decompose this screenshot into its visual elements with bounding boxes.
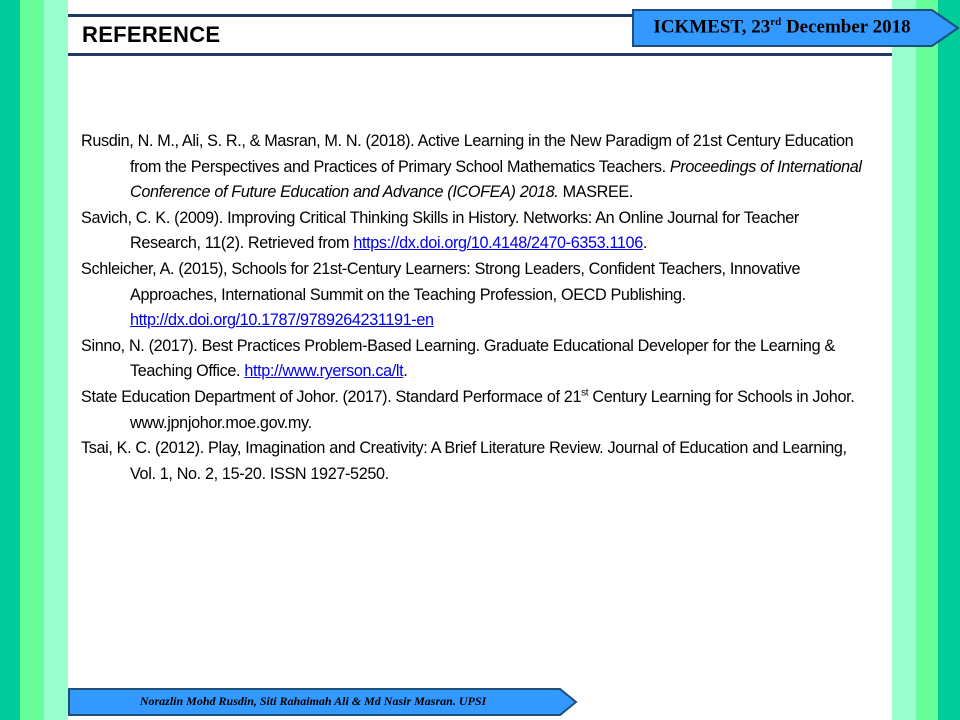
reference-list (81, 129, 871, 487)
conference-prefix: ICKMEST, 23 (653, 16, 771, 38)
conference-suffix: December 2018 (781, 16, 911, 38)
reference-tail: . (642, 234, 648, 253)
page-title: REFERENCE (82, 22, 221, 47)
reference-entry (81, 436, 871, 487)
reference-entry (81, 385, 871, 436)
reference-italic: Proceedings of International Conference of Future Education and Advance (ICOFEA) 2018. (130, 157, 862, 202)
reference-link[interactable]: http://dx.doi.org/10.1787/9789264231191-en (130, 311, 434, 330)
right-stripe-dark (938, 0, 960, 720)
left-stripe-dark (0, 0, 20, 720)
reference-entry (81, 206, 871, 257)
author-footer-badge (68, 688, 578, 716)
reference-text: State Education Department of Johor. (2017). Standard Performace of 21 (81, 387, 582, 406)
right-stripe-mid (916, 0, 938, 720)
conference-label (632, 16, 932, 38)
reference-text: Savich, C. K. (2009). Improving Critical Thinking Skills in History. Networks: An Online Journal for Teacher Research, 11(2). Retrieved from (81, 208, 799, 253)
reference-text: Sinno, N. (2017). Best Practices Problem-Based Learning. Graduate Educational Developer for the Learning & Teaching Office. (81, 336, 835, 381)
reference-entry (81, 129, 871, 206)
left-stripe-mid (20, 0, 44, 720)
reference-tail: Century Learning for Schools in Johor. www.jpnjohor.moe.gov.my. (130, 387, 855, 432)
left-stripe-light (44, 0, 68, 720)
reference-text: Schleicher, A. (2015), Schools for 21st-Century Learners: Strong Leaders, Confident Teachers, Innovative Approaches, International Summit on the Teaching Profession, OECD Publishing. (81, 259, 801, 304)
author-credit: Norazlin Mohd Rusdin, Siti Rahaimah Ali & Md Nasir Masran. UPSI (139, 694, 487, 708)
reference-link[interactable]: http://www.ryerson.ca/lt (244, 362, 404, 381)
conference-badge (632, 8, 960, 48)
reference-text: Rusdin, N. M., Ali, S. R., & Masran, M. N. (2018). Active Learning in the New Paradigm of 21st Century Education from the Perspectives and Practices of Primary School Mathematics Teachers. (81, 132, 854, 176)
reference-tail: MASREE. (558, 183, 634, 202)
reference-tail: . (403, 362, 408, 381)
title-underline (68, 53, 892, 56)
reference-entry (81, 334, 871, 385)
conference-sup: rd (770, 16, 782, 28)
right-stripe-light (892, 0, 916, 720)
reference-link[interactable]: https://dx.doi.org/10.4148/2470-6353.1106 (353, 234, 643, 253)
reference-entry (81, 257, 871, 334)
reference-text: Tsai, K. C. (2012). Play, Imagination and Creativity: A Brief Literature Review. Journal of Education and Learning, Vol. 1, No. 2, 15-20. ISSN 1927-5250. (81, 439, 847, 483)
reference-sup: st (581, 387, 589, 399)
